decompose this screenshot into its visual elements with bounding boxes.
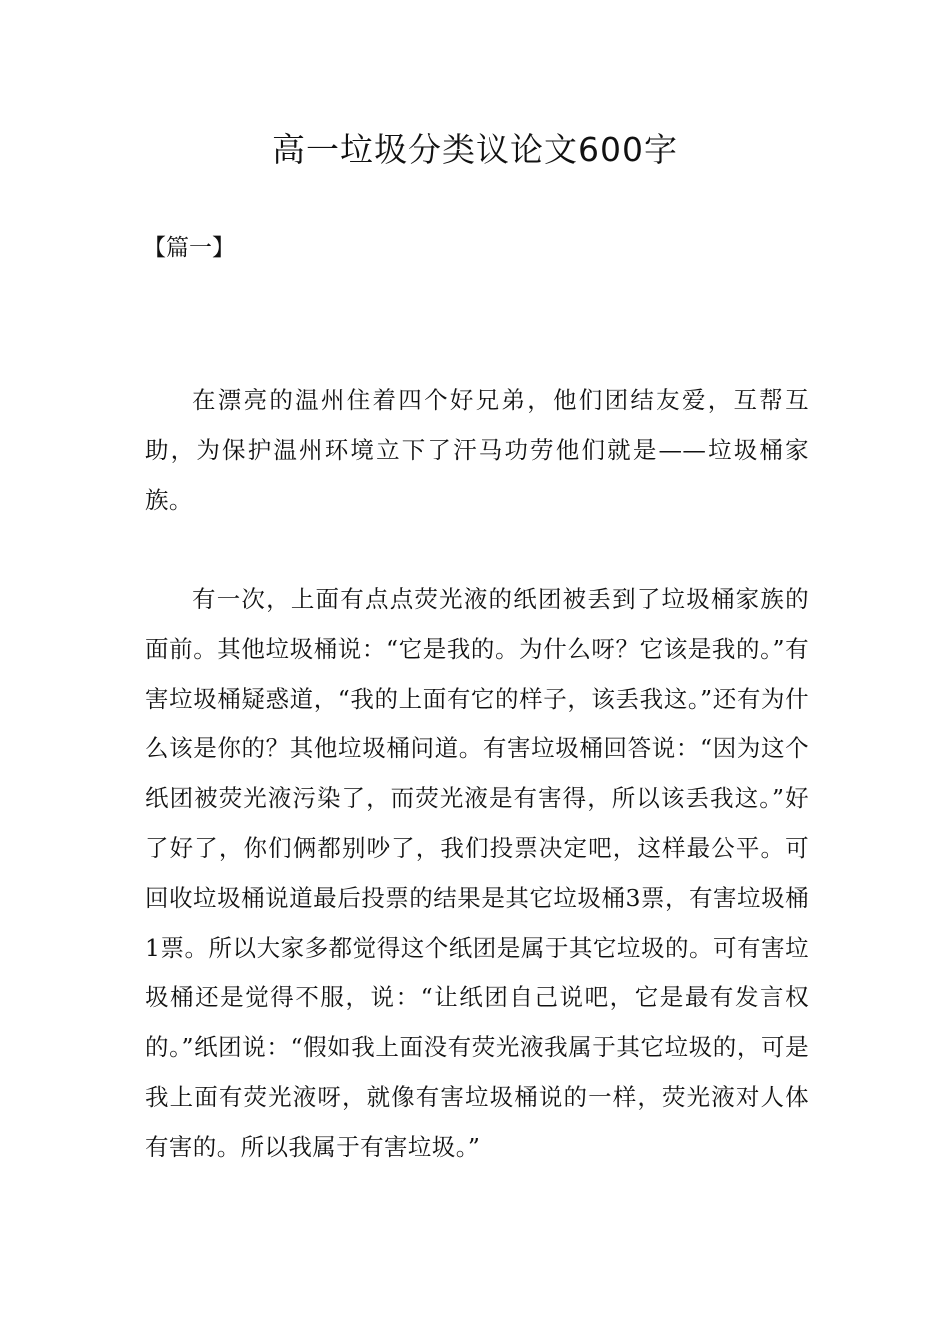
paragraph-2: 有一次，上面有点点荧光液的纸团被丢到了垃圾桶家族的面前。其他垃圾桶说：“它是我的。为什么呀？它该是我的。”有害垃圾桶疑惑道，“我的上面有它的样子，该丢我这。”还有为什么该是你的？其他垃圾桶问道。有害垃圾桶回答说：“因为这个纸团被荧光液污染了，而荧光液是有害得，所以该丢我这。”好了好了，你们俩都别吵了，我们投票决定吧，这样最公平。可回收垃圾桶说道最后投票的结果是其它垃圾桶3票，有害垃圾桶1票。所以大家多都觉得这个纸团是属于其它垃圾的。可有害垃圾桶还是觉得不服，说：“让纸团自己说吧，它是最有发言权的。”纸团说：“假如我上面没有荧光液我属于其它垃圾的，可是我上面有荧光液呀，就像有害垃圾桶说的一样，荧光液对人体有害的。所以我属于有害垃圾。”	[145, 585, 809, 1161]
section-label: 【篇一】	[143, 235, 235, 261]
paragraph-1: 在漂亮的温州住着四个好兄弟，他们团结友爱，互帮互助，为保护温州环境立下了汗马功劳他们就是——垃圾桶家族。	[145, 386, 809, 514]
document-title: 高一垃圾分类议论文600字	[272, 130, 678, 169]
